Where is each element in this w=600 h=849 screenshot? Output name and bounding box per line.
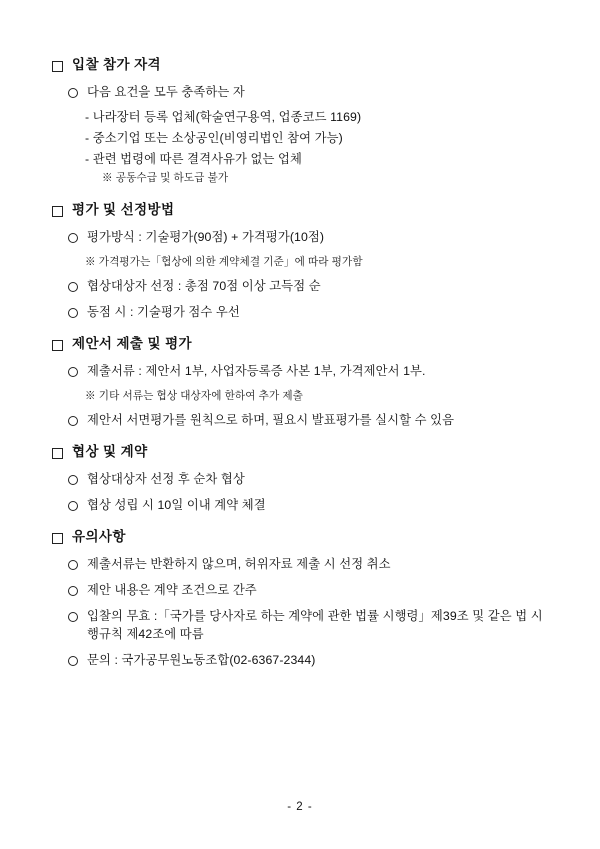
page-number: - 2 - (287, 801, 313, 813)
section-precautions (52, 528, 548, 669)
dash-item-text: - 관련 법령에 따른 결격사유가 없는 업체 (85, 152, 302, 166)
list-item (68, 470, 548, 488)
circle-bullet-icon (68, 475, 78, 485)
note-text: ※ 공동수급 및 하도급 불가 (102, 172, 229, 184)
section-proposal-submission (52, 335, 548, 429)
section-body (68, 555, 548, 669)
circle-bullet-icon (68, 586, 78, 596)
section-evaluation-method (52, 201, 548, 321)
list-item (68, 303, 548, 321)
list-item (68, 651, 548, 669)
square-bullet-icon (52, 61, 63, 72)
list-item (68, 555, 548, 573)
note-text: ※ 기타 서류는 협상 대상자에 한하여 추가 제출 (85, 390, 303, 402)
circle-bullet-icon (68, 367, 78, 377)
list-item (68, 277, 548, 295)
section-heading (52, 201, 548, 219)
list-item (68, 228, 548, 246)
square-bullet-icon (52, 448, 63, 459)
list-item (68, 581, 548, 599)
list-item-text: 동점 시 : 기술평가 점수 우선 (87, 305, 240, 319)
circle-bullet-icon (68, 282, 78, 292)
section-body (68, 83, 548, 187)
section-title: 제안서 제출 및 평가 (72, 336, 192, 351)
square-bullet-icon (52, 533, 63, 544)
section-body (68, 362, 548, 429)
list-item-text: 협상 성립 시 10일 이내 계약 체결 (87, 498, 266, 512)
list-item (68, 496, 548, 514)
list-item (68, 607, 548, 643)
circle-bullet-icon (68, 501, 78, 511)
section-title: 입찰 참가 자격 (72, 57, 161, 72)
square-bullet-icon (52, 340, 63, 351)
section-title: 평가 및 선정방법 (72, 202, 175, 217)
list-item (68, 362, 548, 380)
circle-bullet-icon (68, 308, 78, 318)
circle-bullet-icon (68, 656, 78, 666)
list-item-text: 제안 내용은 계약 조건으로 간주 (87, 583, 257, 597)
list-item (68, 411, 548, 429)
circle-bullet-icon (68, 233, 78, 243)
section-title: 협상 및 계약 (72, 444, 148, 459)
list-item-text: 제출서류 : 제안서 1부, 사업자등록증 사본 1부, 가격제안서 1부. (87, 364, 426, 378)
section-heading (52, 56, 548, 74)
section-heading (52, 335, 548, 353)
list-item-text: 문의 : 국가공무원노동조합(02-6367-2344) (87, 653, 316, 667)
list-item-text: 제안서 서면평가를 원칙으로 하며, 필요시 발표평가를 실시할 수 있음 (87, 413, 455, 427)
circle-bullet-icon (68, 612, 78, 622)
list-item-text: 제출서류는 반환하지 않으며, 허위자료 제출 시 선정 취소 (87, 557, 391, 571)
list-item-text: 협상대상자 선정 후 순차 협상 (87, 472, 245, 486)
list-item-text: 협상대상자 선정 : 총점 70점 이상 고득점 순 (87, 279, 321, 293)
dash-item-text: - 중소기업 또는 소상공인(비영리법인 참여 가능) (85, 131, 343, 145)
circle-bullet-icon (68, 88, 78, 98)
section-heading (52, 443, 548, 461)
circle-bullet-icon (68, 560, 78, 570)
circle-bullet-icon (68, 416, 78, 426)
list-item-text: 입찰의 무효 :「국가를 당사자로 하는 계약에 관한 법률 시행령」제39조 및 같은 법 시행규칙 제42조에 따름 (87, 609, 543, 641)
section-negotiation-contract (52, 443, 548, 514)
note-text: ※ 가격평가는「협상에 의한 계약체결 기준」에 따라 평가함 (85, 256, 363, 268)
dash-item-text: - 나라장터 등록 업체(학술연구용역, 업종코드 1169) (85, 110, 362, 124)
section-bid-eligibility (52, 56, 548, 187)
square-bullet-icon (52, 206, 63, 217)
list-item (68, 83, 548, 101)
sub-list (85, 107, 548, 169)
list-item-text: 다음 요건을 모두 충족하는 자 (87, 85, 245, 99)
list-item-text: 평가방식 : 기술평가(90점) + 가격평가(10점) (87, 230, 325, 244)
section-body (68, 470, 548, 514)
section-heading (52, 528, 548, 546)
section-title: 유의사항 (72, 529, 126, 544)
section-body (68, 228, 548, 321)
